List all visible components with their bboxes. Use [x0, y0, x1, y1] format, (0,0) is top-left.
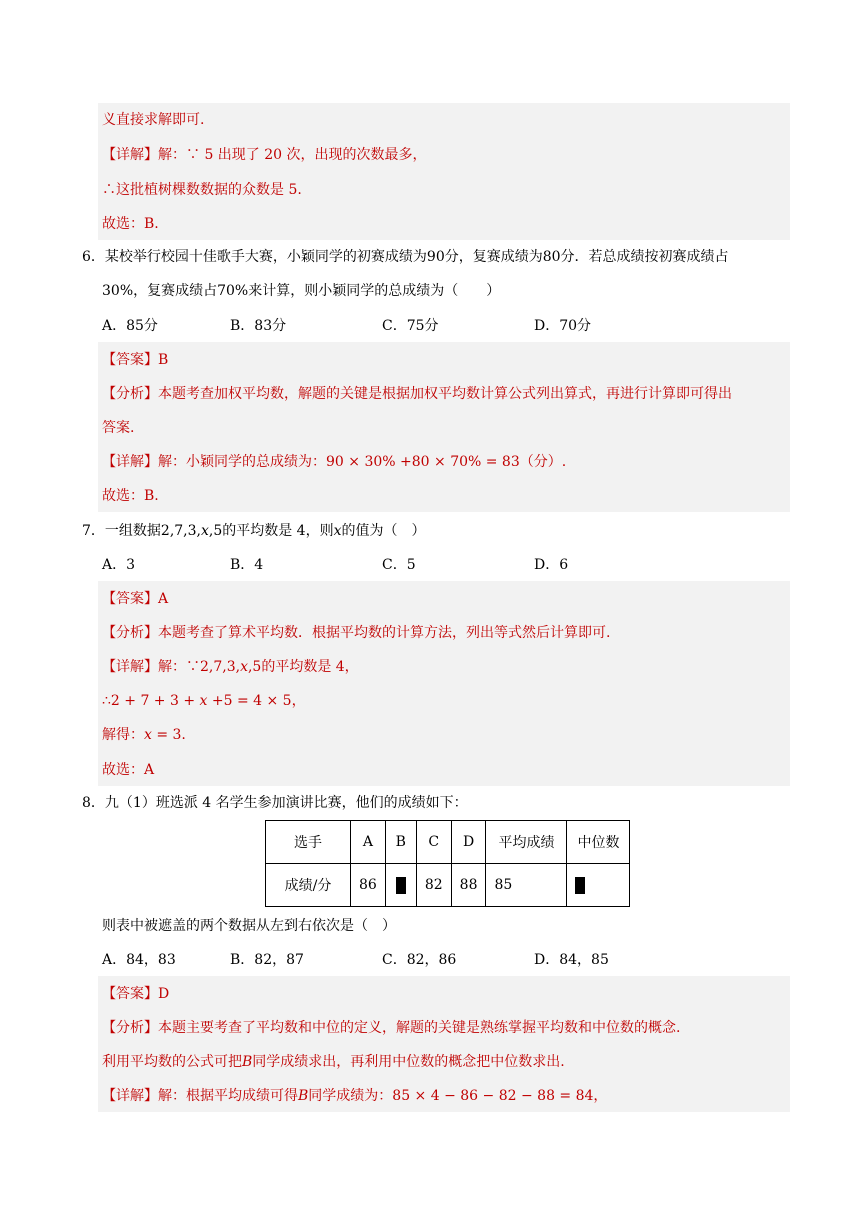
- table-cell: D: [451, 821, 486, 864]
- question-8-text: 8．九（1）班选派 4 名学生参加演讲比赛，他们的成绩如下：: [82, 795, 468, 811]
- table-cell: C: [416, 821, 451, 864]
- option-b: B．4: [230, 557, 264, 573]
- detail-line: 【详解】解：∵2,7,3,𝑥,5的平均数是 4，: [102, 659, 359, 675]
- option-d: D．70分: [534, 318, 592, 334]
- option-c: C．75分: [382, 318, 439, 334]
- table-cell-masked: [385, 864, 416, 907]
- question-7-text: 7．一组数据2,7,3,𝑥,5的平均数是 4，则𝑥的值为（ ）: [82, 523, 426, 539]
- detail-line: 解得：𝑥 = 3.: [102, 727, 186, 743]
- table-cell-masked: [567, 864, 630, 907]
- detail-line: 【详解】解：小颖同学的总成绩为：90 × 30% +80 × 70% = 83（分）.: [102, 454, 567, 470]
- solution-line: 【详解】解：∵ 5 出现了 20 次，出现的次数最多，: [102, 147, 427, 163]
- analysis-line: 利用平均数的公式可把𝐵同学成绩求出，再利用中位数的概念把中位数求出.: [102, 1054, 565, 1070]
- mask-block: [396, 877, 406, 894]
- table-cell: 88: [451, 864, 486, 907]
- question-6-text: 30%，复赛成绩占70%来计算，则小颖同学的总成绩为（ ）: [102, 283, 501, 299]
- table-cell: B: [385, 821, 416, 864]
- analysis-line: 【分析】本题考查加权平均数，解题的关键是根据加权平均数计算公式列出算式，再进行计算即可得出: [102, 386, 732, 402]
- option-b: B．83分: [230, 318, 287, 334]
- option-a: A．84，83: [102, 952, 176, 968]
- table-cell: 成绩/分: [266, 864, 351, 907]
- table-cell: 85: [486, 864, 567, 907]
- option-a: A．85分: [102, 318, 158, 334]
- option-d: D．6: [534, 557, 569, 573]
- choice-line: 故选：B.: [102, 488, 159, 504]
- answer-line: 【答案】D: [102, 986, 170, 1002]
- analysis-line: 答案.: [102, 420, 135, 436]
- option-a: A．3: [102, 557, 136, 573]
- detail-line: ∴2 + 7 + 3 + 𝑥 +5 = 4 × 5，: [102, 693, 306, 709]
- table-row: [266, 864, 630, 907]
- question-8-text: 则表中被遮盖的两个数据从左到右依次是（ ）: [102, 918, 396, 934]
- solution-line: 义直接求解即可.: [102, 112, 205, 128]
- solution-block-q8: [98, 976, 790, 1112]
- table-cell: 86: [351, 864, 386, 907]
- answer-line: 【答案】B: [102, 352, 169, 368]
- solution-block-q6: [98, 342, 790, 512]
- choice-line: 故选：A: [102, 762, 155, 778]
- mask-block: [575, 877, 585, 894]
- question-6-text: 6．某校举行校园十佳歌手大赛，小颖同学的初赛成绩为90分，复赛成绩为80分．若总成绩按初赛成绩占: [82, 249, 729, 265]
- solution-line: ∴这批植树棵数数据的众数是 5.: [102, 182, 302, 198]
- solution-block-q5: [98, 103, 790, 240]
- analysis-line: 【分析】本题考查了算术平均数．根据平均数的计算方法，列出等式然后计算即可.: [102, 625, 611, 641]
- table-cell: 中位数: [567, 821, 630, 864]
- option-c: C．82，86: [382, 952, 457, 968]
- option-c: C．5: [382, 557, 416, 573]
- option-b: B．82，87: [230, 952, 304, 968]
- option-d: D．84，85: [534, 952, 609, 968]
- solution-block-q7: [98, 581, 790, 786]
- table-cell: A: [351, 821, 386, 864]
- table-header-row: [266, 821, 630, 864]
- answer-line: 【答案】A: [102, 591, 169, 607]
- table-cell: 选手: [266, 821, 351, 864]
- detail-line: 【详解】解：根据平均成绩可得𝐵同学成绩为：85 × 4 − 86 − 82 − 88 = 84，: [102, 1088, 608, 1104]
- table-cell: 平均成绩: [486, 821, 567, 864]
- table-cell: 82: [416, 864, 451, 907]
- analysis-line: 【分析】本题主要考查了平均数和中位的定义，解题的关键是熟练掌握平均数和中位数的概念.: [102, 1020, 681, 1036]
- scores-table: [265, 820, 630, 907]
- solution-line: 故选：B.: [102, 216, 159, 232]
